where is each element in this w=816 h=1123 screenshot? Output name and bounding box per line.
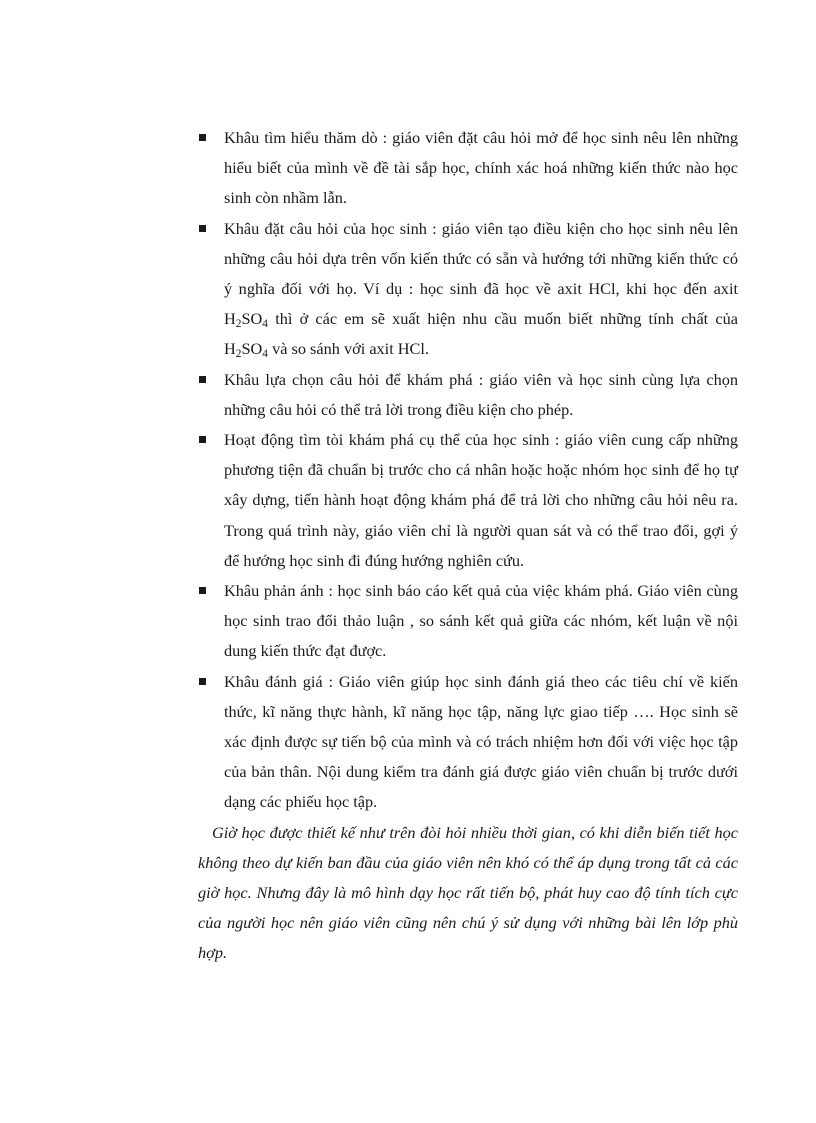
list-item (198, 123, 738, 214)
page-content (198, 123, 738, 969)
list-item-text: Khâu lựa chọn câu hỏi để khám phá : giáo viên và học sinh cùng lựa chọn những câu hỏi có thể trả lời trong điều kiện cho phép. (224, 369, 738, 419)
square-bullet-icon (199, 225, 206, 232)
bullet-list (198, 123, 738, 818)
square-bullet-icon (199, 436, 206, 443)
text-segment: thì ở các em sẽ xuất hiện nhu cầu muốn biết những tính chất của H (224, 309, 738, 359)
square-bullet-icon (199, 376, 206, 383)
list-item-text: Khâu tìm hiểu thăm dò : giáo viên đặt câu hỏi mở để học sinh nêu lên những hiểu biết của mình về đề tài sắp học, chính xác hoá những kiến thức nào học sinh còn nhầm lẫn. (224, 128, 738, 208)
list-item-text: Hoạt động tìm tòi khám phá cụ thể của học sinh : giáo viên cung cấp những phương tiện đã chuẩn bị trước cho cá nhân hoặc hoặc nhóm học sinh để họ tự xây dựng, tiến hành hoạt động khám phá để trả lời cho những câu hỏi nêu ra. Trong quá trình này, giáo viên chỉ là người quan sát và có thể trao đổi, gợi ý để hướng học sinh đi đúng hướng nghiên cứu. (224, 430, 738, 570)
list-item-text (224, 219, 738, 359)
text-segment: SO (241, 309, 263, 329)
square-bullet-icon (199, 678, 206, 685)
list-item (198, 425, 738, 576)
list-item (198, 365, 738, 425)
subscript: 4 (262, 318, 268, 331)
text-segment: và so sánh với axit HCl. (268, 339, 430, 359)
list-item (198, 667, 738, 818)
list-item (198, 214, 738, 365)
square-bullet-icon (199, 587, 206, 594)
square-bullet-icon (199, 134, 206, 141)
subscript: 4 (262, 348, 268, 361)
subscript: 2 (235, 318, 242, 331)
text-segment: Khâu đặt câu hỏi của học sinh : giáo viên tạo điều kiện cho học sinh nêu lên những câu hỏi dựa trên vốn kiến thức có sẵn và hướng tới những kiến thức có ý nghĩa đối với họ. Ví dụ : học sinh đã học về axit HCl, khi học đến axit H (224, 218, 738, 329)
list-item (198, 576, 738, 667)
text-segment: SO (241, 339, 263, 359)
conclusion-paragraph: Giờ học được thiết kế như trên đòi hỏi nhiều thời gian, có khi diễn biến tiết học không theo dự kiến ban đầu của giáo viên nên khó có thể áp dụng trong tất cả các giờ học. Nhưng đây là mô hình dạy học rất tiến bộ, phát huy cao độ tính tích cực của người học nên giáo viên cũng nên chú ý sử dụng với những bài lên lớp phù hợp. (198, 822, 738, 963)
subscript: 2 (235, 348, 242, 361)
list-item-text: Khâu đánh giá : Giáo viên giúp học sinh đánh giá theo các tiêu chí về kiến thức, kĩ năng thực hành, kĩ năng học tập, năng lực giao tiếp …. Học sinh sẽ xác định được sự tiến bộ của mình và có trách nhiệm hơn đối với việc học tập của bản thân. Nội dung kiểm tra đánh giá được giáo viên chuẩn bị trước dưới dạng các phiếu học tập. (224, 671, 738, 812)
list-item-text: Khâu phản ánh : học sinh báo cáo kết quả của việc khám phá. Giáo viên cùng học sinh trao đổi thảo luận , so sánh kết quả giữa các nhóm, kết luận về nội dung kiến thức đạt được. (224, 581, 738, 661)
